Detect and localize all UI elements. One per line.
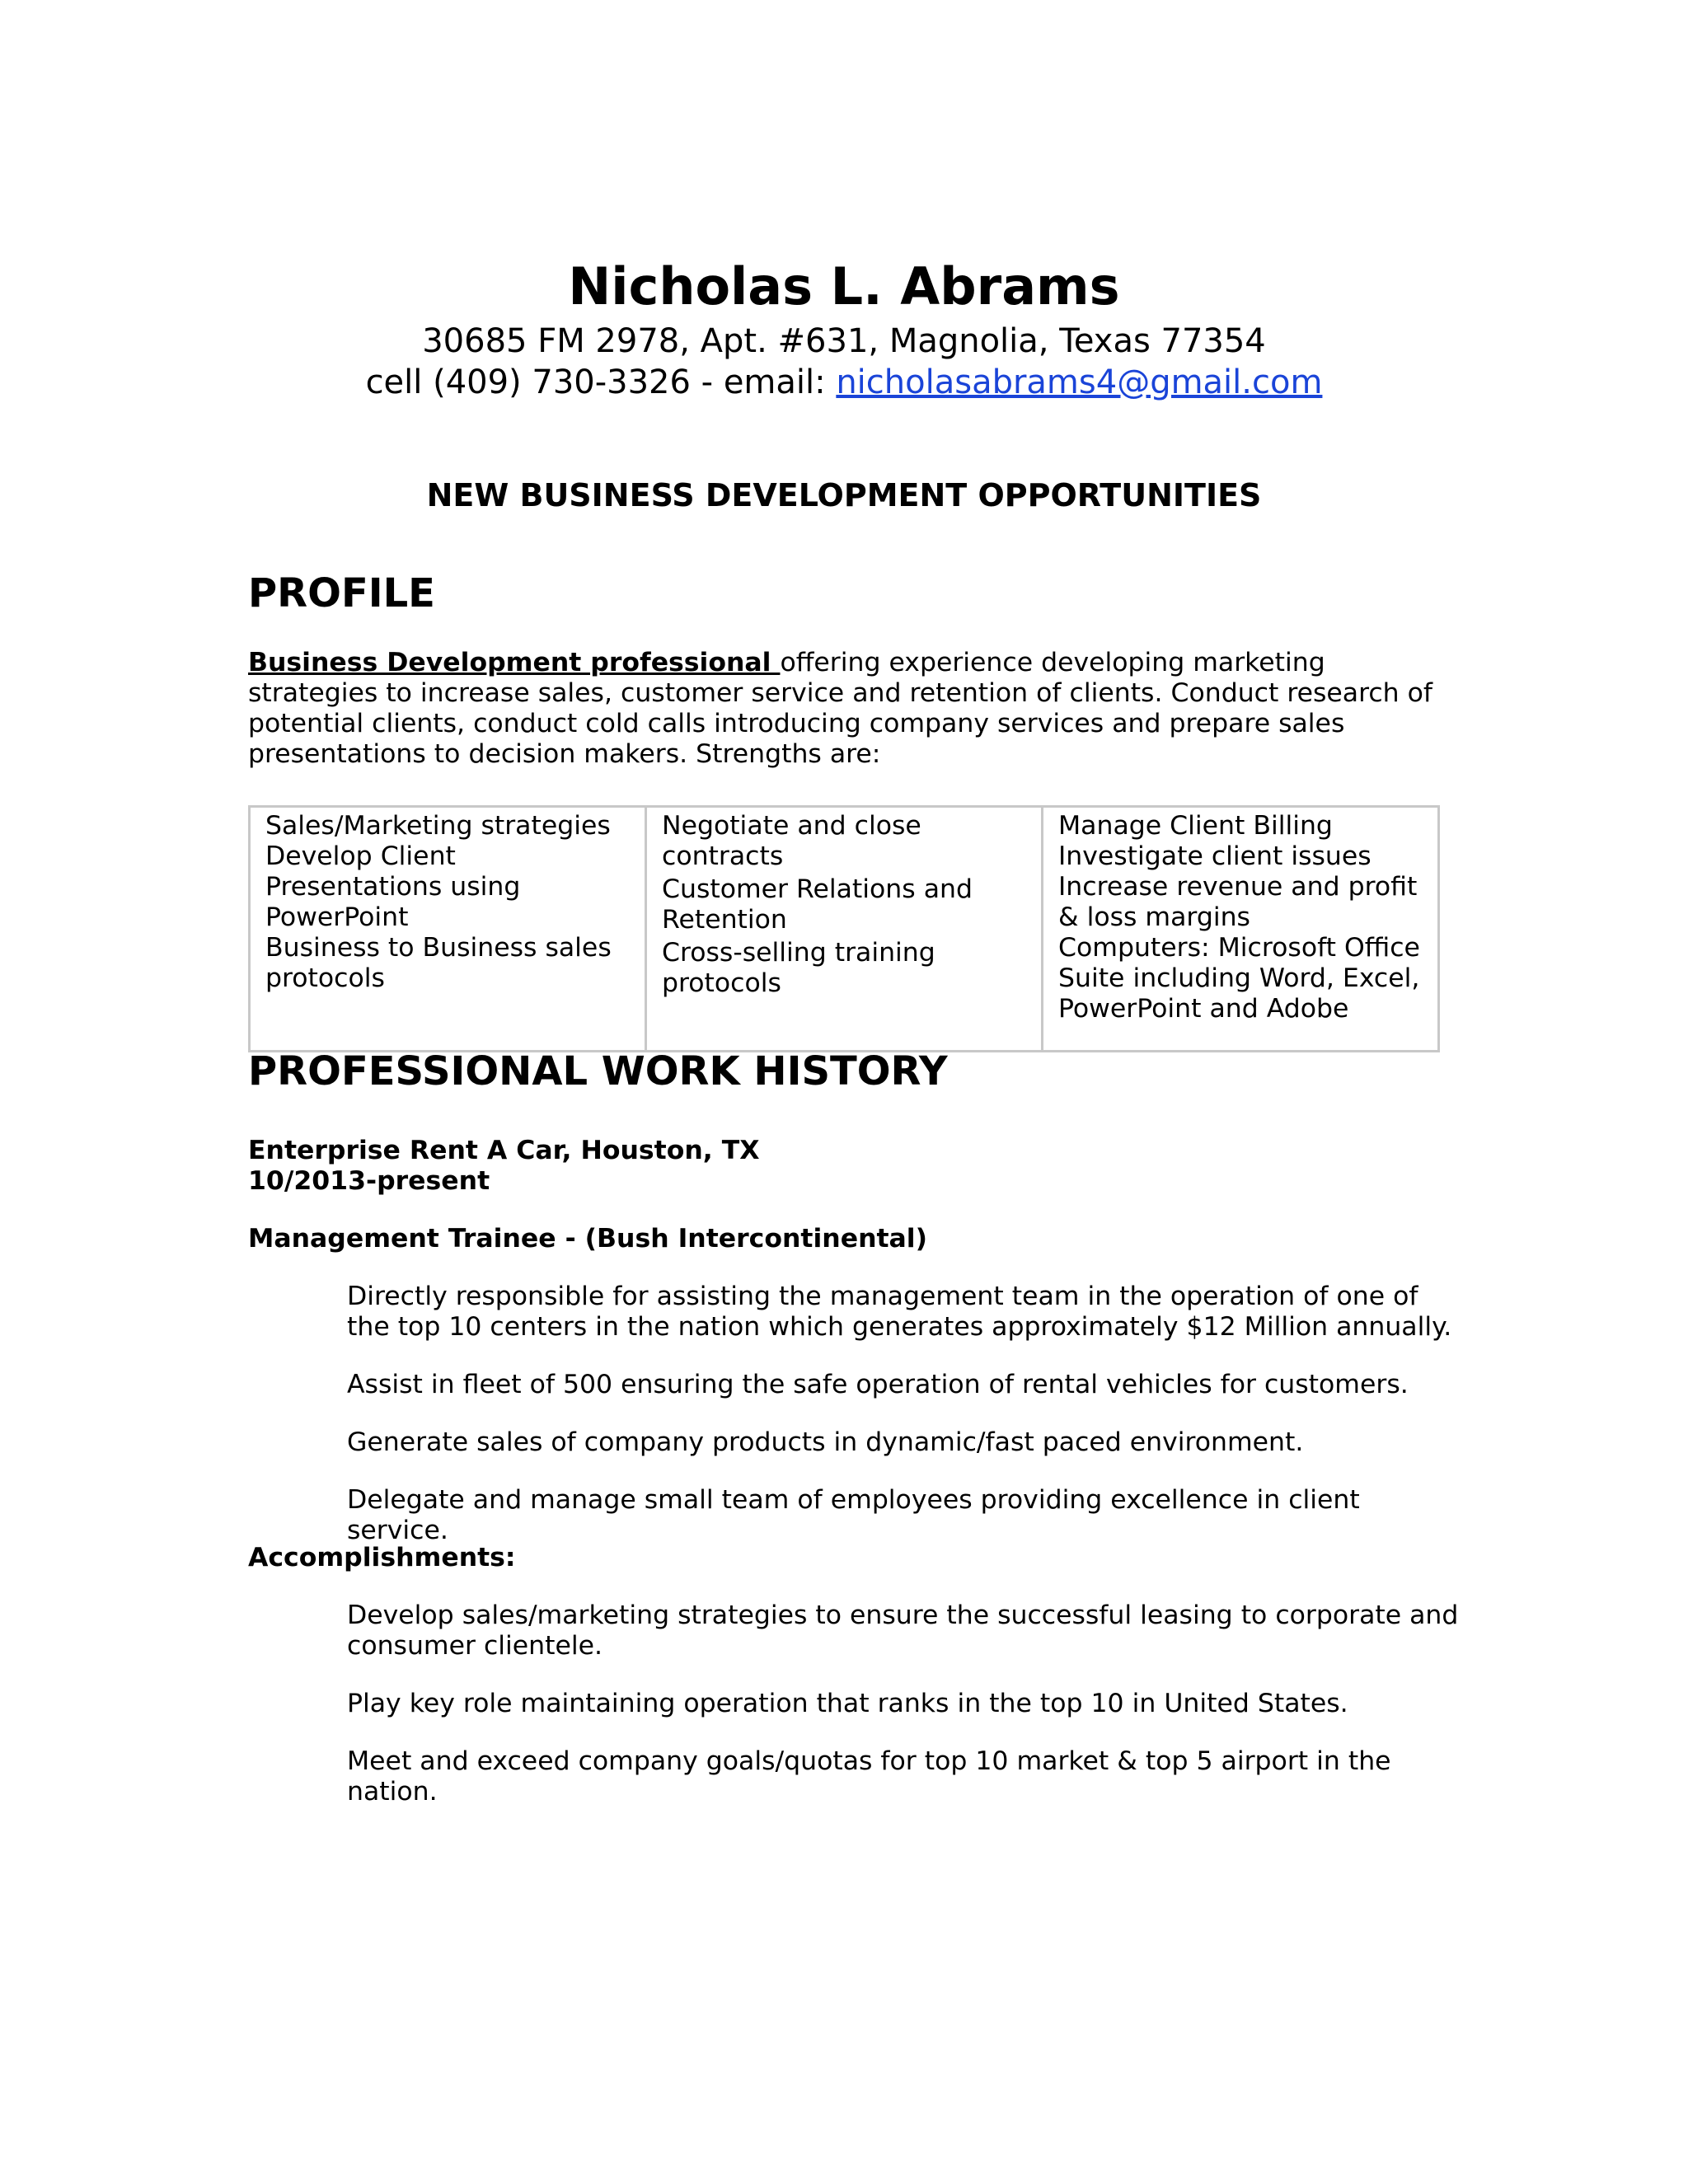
duty-item: Assist in fleet of 500 ensuring the safe operation of rental vehicles for customers. <box>347 1370 1409 1399</box>
contact-line <box>0 361 1688 404</box>
strength-item: Investigate client issues <box>1058 841 1372 871</box>
strength-item: Business to Business sales protocols <box>265 933 612 993</box>
employer-name: Enterprise Rent A Car, Houston, TX <box>248 1136 760 1165</box>
strength-item: Cross-selling training protocols <box>662 938 935 998</box>
email-link[interactable]: nicholasabrams4@gmail.com <box>836 363 1323 401</box>
strength-item: Develop Client Presentations using PowerPoint <box>265 841 521 932</box>
strengths-column-1 <box>250 807 646 1052</box>
strength-item: Computers: Microsoft Office Suite including Word, Excel, PowerPoint and Adobe <box>1058 933 1420 1024</box>
candidate-name: Nicholas L. Abrams <box>568 256 1120 316</box>
duty-item: Delegate and manage small team of employees providing excellence in client service. <box>347 1485 1360 1545</box>
strengths-column-2 <box>646 807 1043 1052</box>
accomplishment-item: Develop sales/marketing strategies to ensure the successful leasing to corporate and consumer clientele. <box>347 1601 1459 1661</box>
strength-item: Negotiate and close contracts <box>662 811 921 871</box>
strengths-column-3 <box>1043 807 1439 1052</box>
objective-heading: NEW BUSINESS DEVELOPMENT OPPORTUNITIES <box>426 477 1262 513</box>
strengths-table <box>248 805 1440 1052</box>
profile-summary-text: offering experience developing marketing strategies to increase sales, customer service and retention of clients. Conduct research of potential clients, conduct cold calls introducing company services and prepare sales presentations to decision makers. Strengths are: <box>248 648 1433 769</box>
work-history-heading: PROFESSIONAL WORK HISTORY <box>248 1048 948 1094</box>
accomplishments-heading: Accomplishments: <box>248 1543 516 1572</box>
strength-item: Customer Relations and Retention <box>662 874 973 935</box>
strength-item: Manage Client Billing <box>1058 811 1333 841</box>
address-line: 30685 FM 2978, Apt. #631, Magnolia, Texas 77354 <box>422 322 1266 360</box>
duty-item: Directly responsible for assisting the management team in the operation of one of the top 10 centers in the nation which generates approximately $12 Million annually. <box>347 1282 1452 1342</box>
accomplishment-item: Meet and exceed company goals/quotas for top 10 market & top 5 airport in the nation. <box>347 1746 1391 1807</box>
phone-text: cell (409) 730-3326 - email: <box>365 363 837 401</box>
duty-item: Generate sales of company products in dynamic/fast paced environment. <box>347 1427 1304 1457</box>
employment-dates: 10/2013-present <box>248 1166 490 1196</box>
accomplishment-item: Play key role maintaining operation that ranks in the top 10 in United States. <box>347 1689 1348 1718</box>
profile-heading: PROFILE <box>248 570 435 616</box>
strength-item: Increase revenue and profit & loss margins <box>1058 872 1418 932</box>
job-title: Management Trainee - (Bush Intercontinental) <box>248 1224 927 1254</box>
strength-item: Sales/Marketing strategies <box>265 811 611 841</box>
profile-lead: Business Development professional <box>248 648 781 677</box>
profile-summary <box>248 648 1451 770</box>
